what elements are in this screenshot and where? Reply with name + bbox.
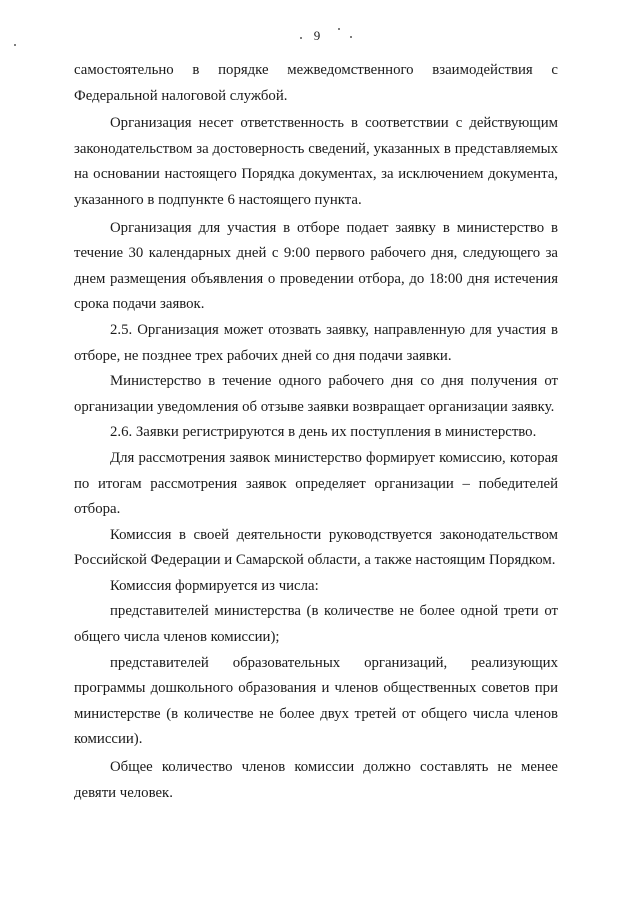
scan-speck	[300, 37, 302, 39]
paragraph: Организация для участия в отборе подает заявку в министерство в течение 30 календарных дней с 9:00 первого рабочего дня, следующего за днем размещения объявления о проведении отбора, до 18:00 дня истечения срока подачи заявок.	[74, 219, 558, 313]
paragraph: Организация несет ответственность в соответствии с действующим законодательством за достоверность сведений, указанных в представляемых на основании настоящего Порядка документах, за исключением документа, указанного в подпункте 6 настоящего пункта.	[74, 115, 558, 208]
paragraph: представителей образовательных организаций, реализующих программы дошкольного образования и членов общественных советов при министерстве (в количестве не более двух третей от общего числа членов комиссии).	[74, 654, 558, 748]
scan-speck	[338, 28, 340, 30]
document-body	[74, 58, 558, 806]
page-number: 9	[313, 28, 321, 43]
scan-speck	[14, 44, 16, 46]
paragraph: Министерство в течение одного рабочего дня со дня получения от организации уведомления об отзыве заявки возвращает организации заявку.	[74, 373, 558, 415]
paragraph: Общее количество членов комиссии должно составлять не менее девяти человек.	[74, 759, 558, 801]
scan-speck	[350, 36, 352, 38]
paragraph: Комиссия формируется из числа:	[110, 577, 319, 594]
paragraph: представителей министерства (в количестве не более одной трети от общего числа членов комиссии);	[74, 603, 558, 646]
paragraph: Комиссия в своей деятельности руководствуется законодательством Российской Федерации и Самарской области, а также настоящим Порядком.	[74, 526, 558, 569]
paragraph: 2.5. Организация может отозвать заявку, направленную для участия в отборе, не позднее трех рабочих дней со дня подачи заявки.	[74, 321, 558, 364]
paragraph: 2.6. Заявки регистрируются в день их поступления в министерство.	[110, 424, 537, 441]
paragraph: самостоятельно в порядке межведомственного взаимодействия с Федеральной налоговой службой.	[74, 62, 558, 104]
paragraph: Для рассмотрения заявок министерство формирует комиссию, которая по итогам рассмотрения заявок определяет организации – победителей отбора.	[74, 449, 558, 518]
